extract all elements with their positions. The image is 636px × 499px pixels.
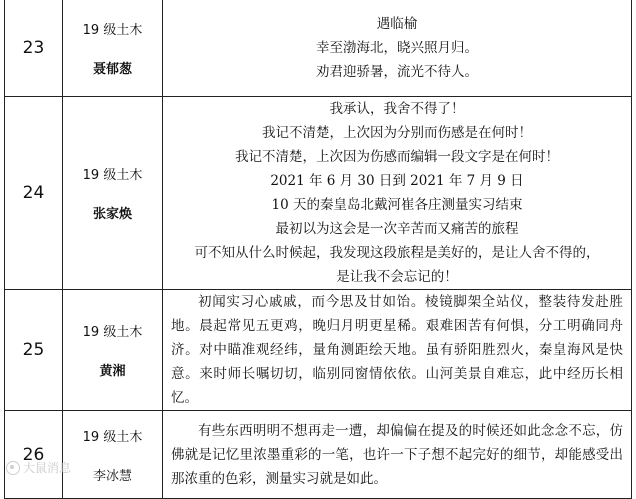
table-row xyxy=(5,290,632,411)
text-line: 10 天的秦皇岛北戴河崔各庄测量实习结束 xyxy=(271,197,523,213)
row-number: 26 xyxy=(5,411,63,499)
student-cell xyxy=(63,0,163,97)
text-line: 是让我不会忘记的！ xyxy=(336,269,458,285)
text-line: 劝君迎骄暑，流光不待人。 xyxy=(316,63,478,80)
row-number: 24 xyxy=(5,97,63,290)
table-row xyxy=(5,97,632,290)
text-line: 我记不清楚，上次因为分别而伤感是在何时！ xyxy=(262,125,532,141)
watermark-text: 大鼠消息 xyxy=(23,461,72,475)
text-line: 遇临榆 xyxy=(376,15,418,32)
row-number: 25 xyxy=(5,290,63,411)
student-cell xyxy=(63,411,163,499)
student-name: 李冰慧 xyxy=(92,468,132,484)
watermark xyxy=(6,459,71,476)
table-row xyxy=(5,0,632,97)
table-row xyxy=(5,411,632,499)
student-class: 19 级土木 xyxy=(82,168,143,183)
student-name: 聂郁葱 xyxy=(92,61,132,77)
row-number: 23 xyxy=(5,0,63,97)
student-name: 黄湘 xyxy=(99,364,126,379)
text-line: 幸至渤海北，晓兴照月归。 xyxy=(316,39,478,56)
reflection-text xyxy=(163,290,632,411)
reflection-text xyxy=(163,0,632,97)
student-cell xyxy=(63,290,163,411)
text-line: 2021 年 6 月 30 日到 2021 年 7 月 9 日 xyxy=(270,173,524,189)
watermark-logo-icon xyxy=(6,461,20,475)
text-line: 我承认，我舍不得了！ xyxy=(329,101,465,117)
text-paragraph: 初闻实习心戚戚，而今思及甘如饴。棱镜脚架全站仪，整装待发赴胜地。晨起常见五更鸡，晚归月明更星稀。艰难困苦有何惧，分工明确同舟济。对中瞄准观经纬，量角测距绘天地。虽有骄阳胜烈火，秦皇海风是快意。来时师长嘱切切，临别同窗情依依。山河美景自难忘，此中经历长相忆。 xyxy=(171,294,623,406)
student-class: 19 级土木 xyxy=(82,429,143,445)
reflection-text xyxy=(163,411,632,499)
text-line: 我记不清楚，上次因为伤感而编辑一段文字是在何时！ xyxy=(235,149,559,165)
student-cell xyxy=(63,97,163,290)
text-line: 可不知从什么时候起，我发现这段旅程是美好的，是让人舍不得的， xyxy=(194,245,600,261)
reflection-text xyxy=(163,97,632,290)
student-name: 张家焕 xyxy=(92,207,132,222)
reflection-table xyxy=(4,0,632,499)
student-class: 19 级土木 xyxy=(82,22,143,38)
text-paragraph: 有些东西明明不想再走一遭，却偏偏在提及的时候还如此念念不忘，仿佛就是记忆里浓墨重彩的一笔，也许一下子想不起完好的细节，却能感受出那浓重的色彩，测量实习就是如此。 xyxy=(171,422,623,487)
student-class: 19 级土木 xyxy=(82,325,143,340)
text-line: 最初以为这会是一次辛苦而又痛苦的旅程 xyxy=(275,221,519,237)
